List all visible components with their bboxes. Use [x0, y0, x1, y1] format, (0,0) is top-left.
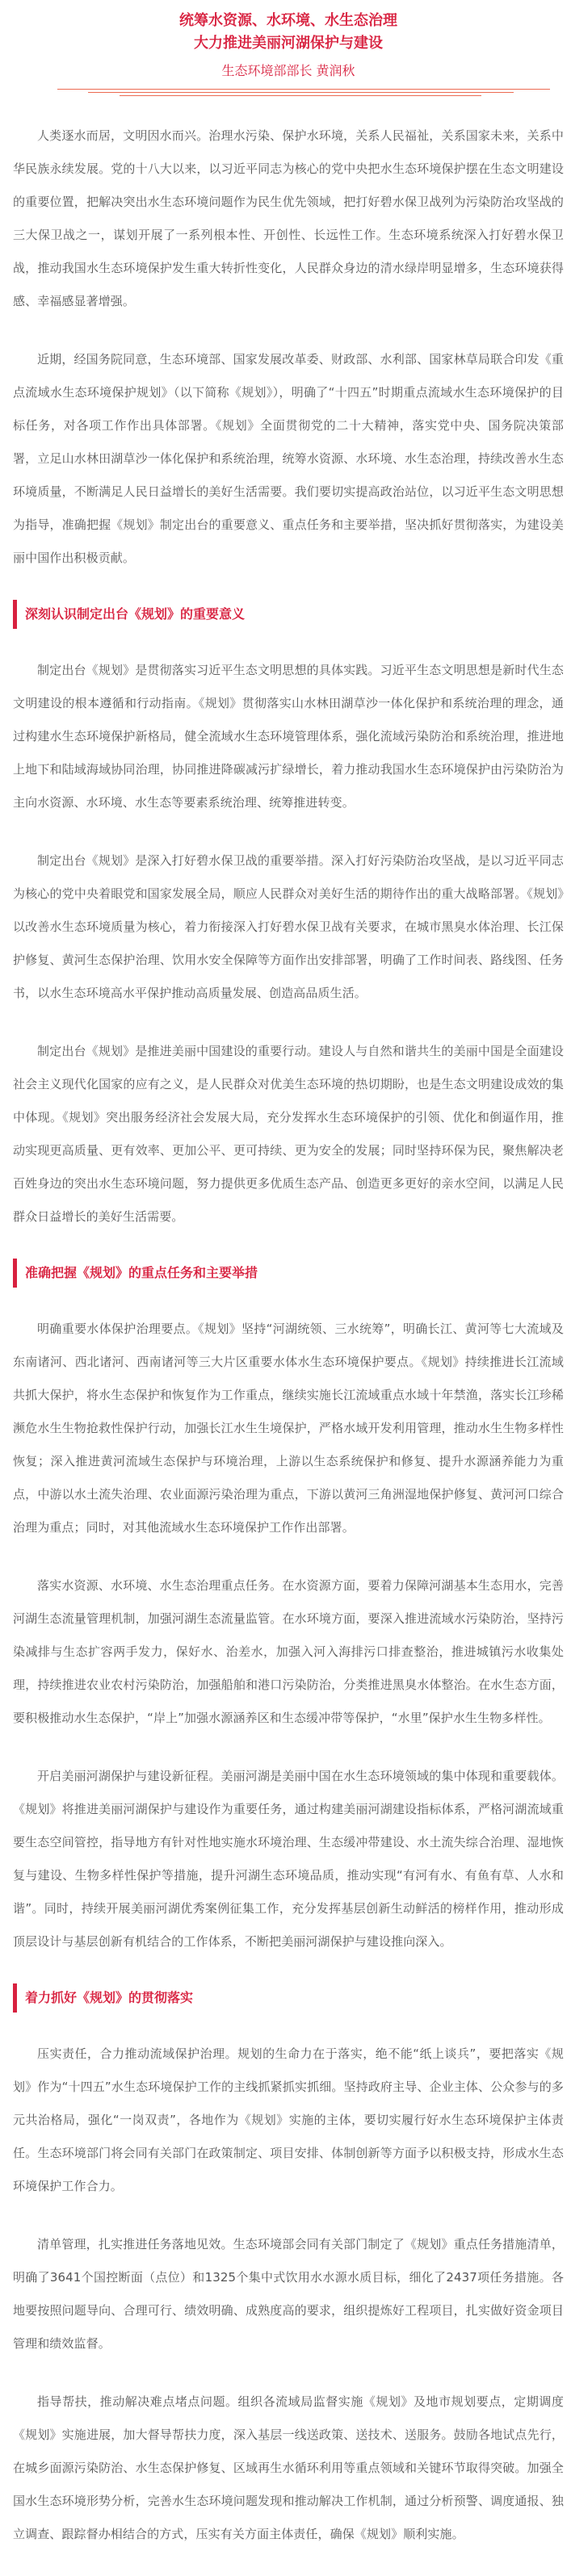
section-heading: 着力抓好《规划》的贯彻落实: [13, 1983, 564, 2013]
section-heading: 深刻认识制定出台《规划》的重要意义: [13, 600, 564, 629]
divider-line: [120, 95, 481, 96]
article-author: 生态环境部部长 黄润秋: [221, 63, 355, 78]
section-paragraph: 开启美丽河湖保护与建设新征程。美丽河湖是美丽中国在水生态环境领域的集中体现和重要载体。《规划》将推进美丽河湖保护与建设作为重要任务，通过构建美丽河湖建设指标体系，严格河湖流域重要生态空间管控，指导地方有针对性地实施水环境治理、生态缓冲带建设、水土流失综合治理、湿地恢复与建设、生物多样性保护等措施，提升河湖生态环境品质，推动实现“有河有水、有鱼有草、人水和谐”。同时，持续开展美丽河湖优秀案例征集工作，充分发挥基层创新生动鲜活的榜样作用，推动形成顶层设计与基层创新有机结合的工作体系，不断把美丽河湖保护与建设推向深入。: [13, 1769, 564, 1949]
section-paragraph: 制定出台《规划》是贯彻落实习近平生态文明思想的具体实践。习近平生态文明思想是新时代生态文明建设的根本遵循和行动指南。《规划》贯彻落实山水林田湖草沙一体化保护和系统治理的理念，通过构建水生态环境保护新格局，健全流域水生态环境管理体系，强化流域污染防治和系统治理，推进地上地下和陆域海域协同治理，协同推进降碳减污扩绿增长，着力推动我国水生态环境保护由污染防治为主向水资源、水环境、水生态等要素系统治理、统筹推进转变。: [13, 663, 564, 810]
section-paragraph: 压实责任，合力推动流域保护治理。规划的生命力在于落实，绝不能“纸上谈兵”，要把落实《规划》作为“十四五”水生态环境保护工作的主线抓紧抓实抓细。坚持政府主导、企业主体、公众参与的多元共治格局，强化“一岗双责”，各地作为《规划》实施的主体，要切实履行好水生态环境保护主体责任。生态环境部门将会同有关部门在政策制定、项目安排、体制创新等方面予以积极支持，形成水生态环境保护工作合力。: [13, 2046, 564, 2193]
section-heading: 准确把握《规划》的重点任务和主要举措: [13, 1259, 564, 1288]
article-body: [13, 105, 564, 2551]
intro-paragraph: 近期，经国务院同意，生态环境部、国家发展改革委、财政部、水利部、国家林草局联合印发《重点流域水生态环境保护规划》（以下简称《规划》），明确了“十四五”时期重点流域水生态环境保护的目标任务，对各项工作作出具体部署。《规划》全面贯彻党的二十大精神，落实党中央、国务院决策部署，立足山水林田湖草沙一体化保护和系统治理，统筹水资源、水环境、水生态治理，持续改善水生态环境质量，不断满足人民日益增长的美好生活需要。我们要切实提高政治站位，以习近平生态文明思想为指导，准确把握《规划》制定出台的重要意义、重点任务和主要举措，坚决抓好贯彻落实，为建设美丽中国作出积极贡献。: [13, 352, 564, 565]
section-paragraph: 明确重要水体保护治理要点。《规划》坚持“河湖统领、三水统筹”，明确长江、黄河等七大流域及东南诸河、西北诸河、西南诸河等三大片区重要水体水生态环境保护要点。《规划》持续推进长江流域共抓大保护，将水生态保护和恢复作为工作重点，继续实施长江流域重点水域十年禁渔，落实长江珍稀濒危水生生物抢救性保护行动，加强长江水生生境保护，严格水域开发利用管理，推动水生生物多样性恢复；深入推进黄河流域生态保护与环境治理，上游以生态系统保护和修复、提升水源涵养能力为重点，中游以水土流失治理、农业面源污染治理为重点，下游以黄河三角洲湿地保护修复、黄河河口综合治理为重点；同时，对其他流域水生态环境保护工作作出部署。: [13, 1322, 564, 1535]
article-title-line-1: 统筹水资源、水环境、水生态治理: [179, 12, 397, 29]
article-title-line-2: 大力推进美丽河湖保护与建设: [194, 35, 383, 52]
intro-paragraph: 人类逐水而居，文明因水而兴。治理水污染、保护水环境，关系人民福祉，关系国家未来，关系中华民族永续发展。党的十八大以来，以习近平同志为核心的党中央把水生态环境保护摆在生态文明建设的重要位置，把解决突出水生态环境问题作为民生优先领域，把打好碧水保卫战列为污染防治攻坚战的三大保卫战之一，谋划开展了一系列根本性、开创性、长远性工作。生态环境系统深入打好碧水保卫战，推动我国水生态环境保护发生重大转折性变化，人民群众身边的清水绿岸明显增多，生态环境获得感、幸福感显著增强。: [13, 128, 564, 308]
title-divider: [13, 89, 564, 105]
section-paragraph: 清单管理，扎实推进任务落地见效。生态环境部会同有关部门制定了《规划》重点任务措施清单，明确了3641个国控断面（点位）和1325个集中式饮用水水源水质目标，细化了2437项任务措施。各地要按照问题导向、合理可行、绩效明确、成熟度高的要求，组织提炼好工程项目，扎实做好资金项目管理和绩效监督。: [13, 2237, 564, 2351]
section-paragraph: 落实水资源、水环境、水生态治理重点任务。在水资源方面，要着力保障河湖基本生态用水，完善河湖生态流量管理机制，加强河湖生态流量监管。在水环境方面，要深入推进流域水污染防治，坚持污染减排与生态扩容两手发力，保好水、治差水，加强入河入海排污口排查整治，推进城镇污水收集处理，持续推进农业农村污染防治，加强船舶和港口污染防治，分类推进黑臭水体整治。在水生态方面，要积极推动水生态保护，“岸上”加强水源涵养区和生态缓冲带等保护，“水里”保护水生生物多样性。: [13, 1578, 564, 1725]
section-paragraph: 指导帮扶，推动解决难点堵点问题。组织各流域局监督实施《规划》及地市规划要点，定期调度《规划》实施进展，加大督导帮扶力度，深入基层一线送政策、送技术、送服务。鼓励各地试点先行，在城乡面源污染防治、水生态保护修复、区域再生水循环利用等重点领域和关键环节取得突破。加强全国水生态环境形势分析，完善水生态环境问题发现和推动解决工作机制，通过分析预警、调度通报、独立调查、跟踪督办相结合的方式，压实有关方面主体责任，确保《规划》顺利实施。: [13, 2394, 564, 2541]
section-paragraph: 制定出台《规划》是推进美丽中国建设的重要行动。建设人与自然和谐共生的美丽中国是全面建设社会主义现代化国家的应有之义，是人民群众对优美生态环境的热切期盼，也是生态文明建设成效的集中体现。《规划》突出服务经济社会发展大局，充分发挥水生态环境保护的引领、优化和倒逼作用，推动实现更高质量、更有效率、更加公平、更可持续、更为安全的发展；同时坚持环保为民，聚焦解决老百姓身边的突出水生态环境问题，努力提供更多优质生态产品、创造更多更好的亲水空间，以满足人民群众日益增长的美好生活需要。: [13, 1044, 564, 1224]
divider-line: [57, 89, 550, 90]
section-paragraph: 制定出台《规划》是深入打好碧水保卫战的重要举措。深入打好污染防治攻坚战，是以习近平同志为核心的党中央着眼党和国家发展全局，顺应人民群众对美好生活的期待作出的重大战略部署。《规划》以改善水生态环境质量为核心，着力衔接深入打好碧水保卫战有关要求，在城市黑臭水体治理、长江保护修复、黄河生态保护治理、饮用水安全保障等方面作出安排部署，明确了工作时间表、路线图、任务书，以水生态环境高水平保护推动高质量发展、创造高品质生活。: [13, 853, 564, 1000]
divider-line: [88, 92, 514, 93]
